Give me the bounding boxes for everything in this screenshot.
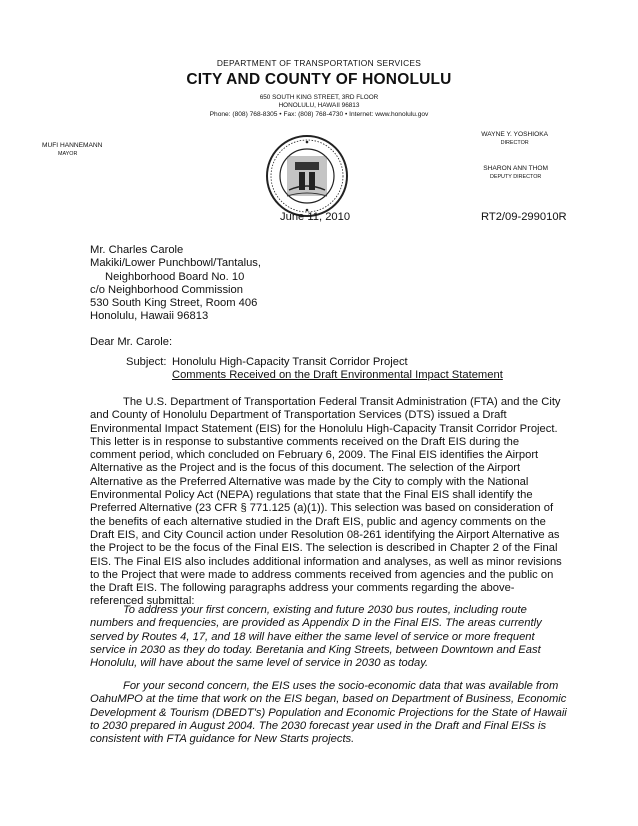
mayor-title: MAYOR: [58, 151, 78, 157]
paragraph-1: [90, 396, 560, 609]
paragraph-2: [90, 604, 560, 670]
addressee-line: c/o Neighborhood Commission: [90, 283, 243, 296]
addressee-line: Mr. Charles Carole: [90, 244, 184, 256]
paragraph-line: Draft EIS, and City Council action under Resolution 08-261 identifying the Airport Alternative as: [90, 528, 560, 541]
paragraph-line: Preferred Alternative (23 CFR § 771.125 (a)(1)). This selection was based on consideration of: [90, 502, 554, 515]
subject-text: [172, 356, 503, 383]
mayor-block: [42, 142, 102, 158]
director-name: WAYNE Y. YOSHIOKA: [481, 131, 548, 138]
paragraph-line: This letter is in response to substantive comments received on the Draft EIS during the: [90, 435, 520, 448]
paragraph-line: the Project to be the focus of the Final EIS. The selection is described in Chapter 2 of the Final: [90, 542, 558, 555]
paragraph-line: The U.S. Department of Transportation Federal Transit Administration (FTA) and the City: [123, 396, 561, 408]
deputy-director-block: [483, 165, 548, 181]
paragraph-line: service in 2030 as they do today. Beretania and King Streets, between Downtown and East: [90, 643, 541, 656]
city-seal-icon: [265, 134, 349, 218]
department-name: DEPARTMENT OF TRANSPORTATION SERVICES: [216, 58, 422, 68]
director-title: DIRECTOR: [500, 140, 529, 146]
paragraph-line: EIS. The Final EIS also includes additional information and analyses, as well as minor revisions: [90, 555, 562, 568]
addressee-line: Neighborhood Board No. 10: [105, 270, 245, 283]
paragraph-line: OahuMPO at the time that work on the EIS began, based on Department of Business, Economic: [90, 693, 567, 706]
paragraph-line: Development & Tourism (DBEDT's) Population and Economic Projections for the State of Hawaii: [90, 706, 567, 719]
paragraph-line: and County of Honolulu Department of Transportation Services (DTS) issued a Draft: [90, 409, 507, 422]
paragraph-line: consistent with FTA guidance for New Starts projects.: [90, 733, 355, 746]
paragraph-line: to the Project that were made to address comments received from agencies and the public on: [90, 568, 554, 581]
paragraph-line: Honolulu, will have about the same level of service in 2030 as today.: [90, 657, 429, 670]
reference-number: RT2/09-299010R: [481, 211, 567, 223]
deputy-director-title: DEPUTY DIRECTOR: [489, 174, 542, 180]
addressee-line: Honolulu, Hawaii 96813: [90, 310, 209, 323]
deputy-director-name: SHARON ANN THOM: [483, 165, 548, 172]
paragraph-line: the benefits of each alternative studied in the Draft EIS, public and agency comments on the: [90, 515, 546, 528]
address-line-2: HONOLULU, HAWAII 96813: [278, 102, 360, 109]
paragraph-line: referenced submittal:: [90, 595, 195, 608]
paragraph-line: to 2030 prepared in August 2004. The 2030 forecast year used in the Draft and Final EISs is: [90, 719, 547, 732]
paragraph-line: numbers and frequencies, are provided as Appendix D in the Final EIS. The areas currently: [90, 617, 542, 630]
paragraph-line: Environmental Impact Statement (EIS) for the Honolulu High-Capacity Transit Corridor Project.: [90, 422, 558, 435]
subject-line-2: Comments Received on the Draft Environmental Impact Statement: [172, 369, 503, 382]
addressee-block: [90, 244, 261, 324]
salutation: Dear Mr. Carole:: [90, 336, 173, 348]
paragraph-line: To address your first concern, existing and future 2030 bus routes, including route: [123, 604, 527, 616]
addressee-line: 530 South King Street, Room 406: [90, 297, 258, 310]
subject-line-1: Honolulu High-Capacity Transit Corridor Project: [172, 356, 408, 368]
subject-label: Subject:: [126, 356, 167, 368]
city-name: CITY AND COUNTY OF HONOLULU: [186, 71, 452, 88]
addressee-line: Makiki/Lower Punchbowl/Tantalus,: [90, 257, 262, 270]
paragraph-line: Alternative as the Preferred Alternative was made by the City to comply with the National: [90, 475, 529, 488]
contact-line: Phone: (808) 768-8305 • Fax: (808) 768-4730 • Internet: www.honolulu.gov: [209, 111, 429, 118]
paragraph-3: [90, 680, 567, 746]
letter-date: June 11, 2010: [280, 211, 351, 223]
paragraph-line: Alternative as the Project and is the focus of this document. The selection of the Airport: [90, 462, 521, 475]
paragraph-line: the Draft EIS. The following paragraphs address your comments regarding the above-: [90, 582, 515, 595]
mayor-name: MUFI HANNEMANN: [42, 142, 103, 149]
paragraph-line: served by Routes 4, 17, and 18 will have either the same level of service or more frequent: [90, 630, 535, 643]
director-block: [481, 131, 548, 147]
paragraph-line: comment period, which concluded on February 6, 2009. The Final EIS identifies the Airport: [90, 449, 539, 462]
paragraph-line: For your second concern, the EIS uses the socio-economic data that was available from: [123, 680, 559, 692]
address-line-1: 650 SOUTH KING STREET, 3RD FLOOR: [259, 94, 379, 101]
paragraph-line: Environmental Policy Act (NEPA) regulations that state that the Final EIS shall identify the: [90, 489, 533, 502]
